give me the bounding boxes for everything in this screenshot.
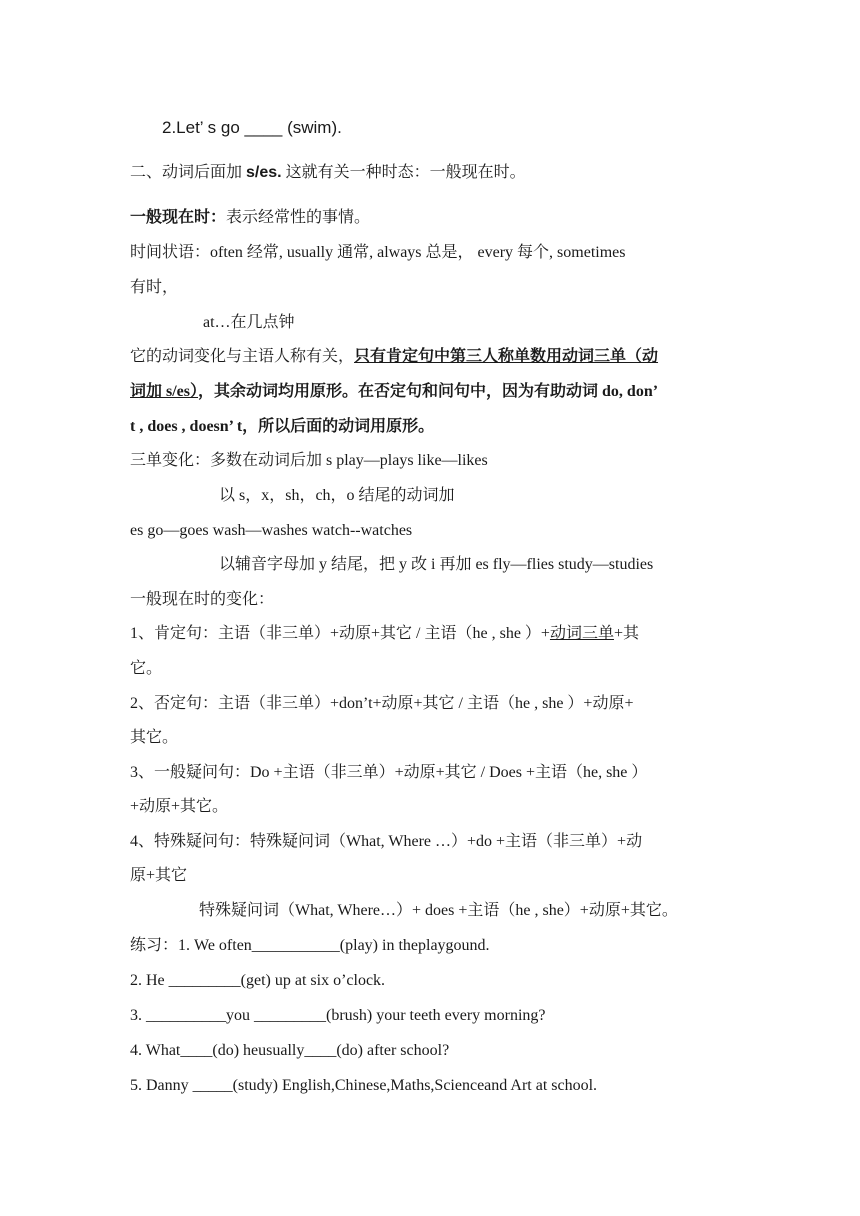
changes-heading: 一般现在时的变化： <box>130 591 275 608</box>
time-adverbials-cont: 有时， <box>130 279 179 296</box>
rule-line-1 <box>130 347 740 367</box>
practice-item-4: 4. What____(do) heusually____(do) after school? <box>130 1042 450 1059</box>
third-person-rule-2-examples: es go—goes wash—washes watch--watches <box>130 522 413 539</box>
definition-term: 一般现在时： <box>130 209 227 226</box>
negative-cont: 其它。 <box>130 729 179 746</box>
practice-item-1: 练习：1. We often___________(play) in theplaygound. <box>130 937 490 954</box>
practice-item-3: 3. __________you _________(brush) your teeth every morning? <box>130 1007 546 1024</box>
practice-item-5: 5. Danny _____(study) English,Chinese,Maths,Scienceand Art at school. <box>130 1077 598 1094</box>
affirmative-text: 1、肯定句：主语（非三单）+动原+其它 / 主语（he , she ）+ <box>130 625 550 642</box>
exercise-line-2: 2.Let’ s go ____ (swim). <box>162 118 342 137</box>
affirmative-emph: 动词三单 <box>549 625 614 642</box>
definition-line <box>130 208 740 228</box>
rule-line-2-emph: 词加 s/es） <box>130 383 199 400</box>
section-heading-bold: s/es. <box>246 164 282 181</box>
section-heading-suffix: 这就有关一种时态：一般现在时。 <box>281 164 526 181</box>
affirmative-cont: 它。 <box>130 660 163 677</box>
time-adverbials-line: 时间状语：often 经常, usually 通常, always 总是， every 每个, sometimes <box>130 244 626 261</box>
wh-question-line: 4、特殊疑问句：特殊疑问词（What, Where …）+do +主语（非三单）+动 <box>130 833 643 850</box>
definition-text: 表示经常性的事情。 <box>226 209 371 226</box>
third-person-rule-3: 以辅音字母加 y 结尾，把 y 改 i 再加 es fly—flies study—studies <box>219 556 654 573</box>
section-heading-prefix: 二、动词后面加 <box>130 164 247 181</box>
time-adverbials-at: at…在几点钟 <box>203 314 295 331</box>
affirmative-line <box>130 624 740 644</box>
rule-line-1-plain: 它的动词变化与主语人称有关， <box>130 348 355 365</box>
wh-question-cont: 原+其它 <box>130 867 188 884</box>
yes-no-question-cont: +动原+其它。 <box>130 798 229 815</box>
section-heading <box>130 163 740 183</box>
negative-line: 2、否定句：主语（非三单）+don’t+动原+其它 / 主语（he , she ）+动原+ <box>130 695 634 712</box>
yes-no-question-line: 3、一般疑问句：Do +主语（非三单）+动原+其它 / Does +主语（he, she ） <box>130 764 648 781</box>
wh-question-third-person: 特殊疑问词（What, Where…）+ does +主语（he , she）+动原+其它。 <box>199 902 678 919</box>
affirmative-end: +其 <box>613 625 639 642</box>
third-person-rule-2: 以 s，x，sh，ch，o 结尾的动词加 <box>219 487 455 504</box>
rule-line-2-rest: ，其余动词均用原形。在否定句和问句中，因为有助动词 do, don’ <box>198 383 659 400</box>
rule-line-2 <box>130 382 740 402</box>
third-person-rule-1: 三单变化：多数在动词后加 s play—plays like—likes <box>130 452 488 469</box>
rule-line-3: t , does , doesn’ t，所以后面的动词用原形。 <box>130 418 435 435</box>
rule-line-1-emph: 只有肯定句中第三人称单数用动词三单（动 <box>354 348 659 365</box>
practice-item-2: 2. He _________(get) up at six o’clock. <box>130 972 386 989</box>
